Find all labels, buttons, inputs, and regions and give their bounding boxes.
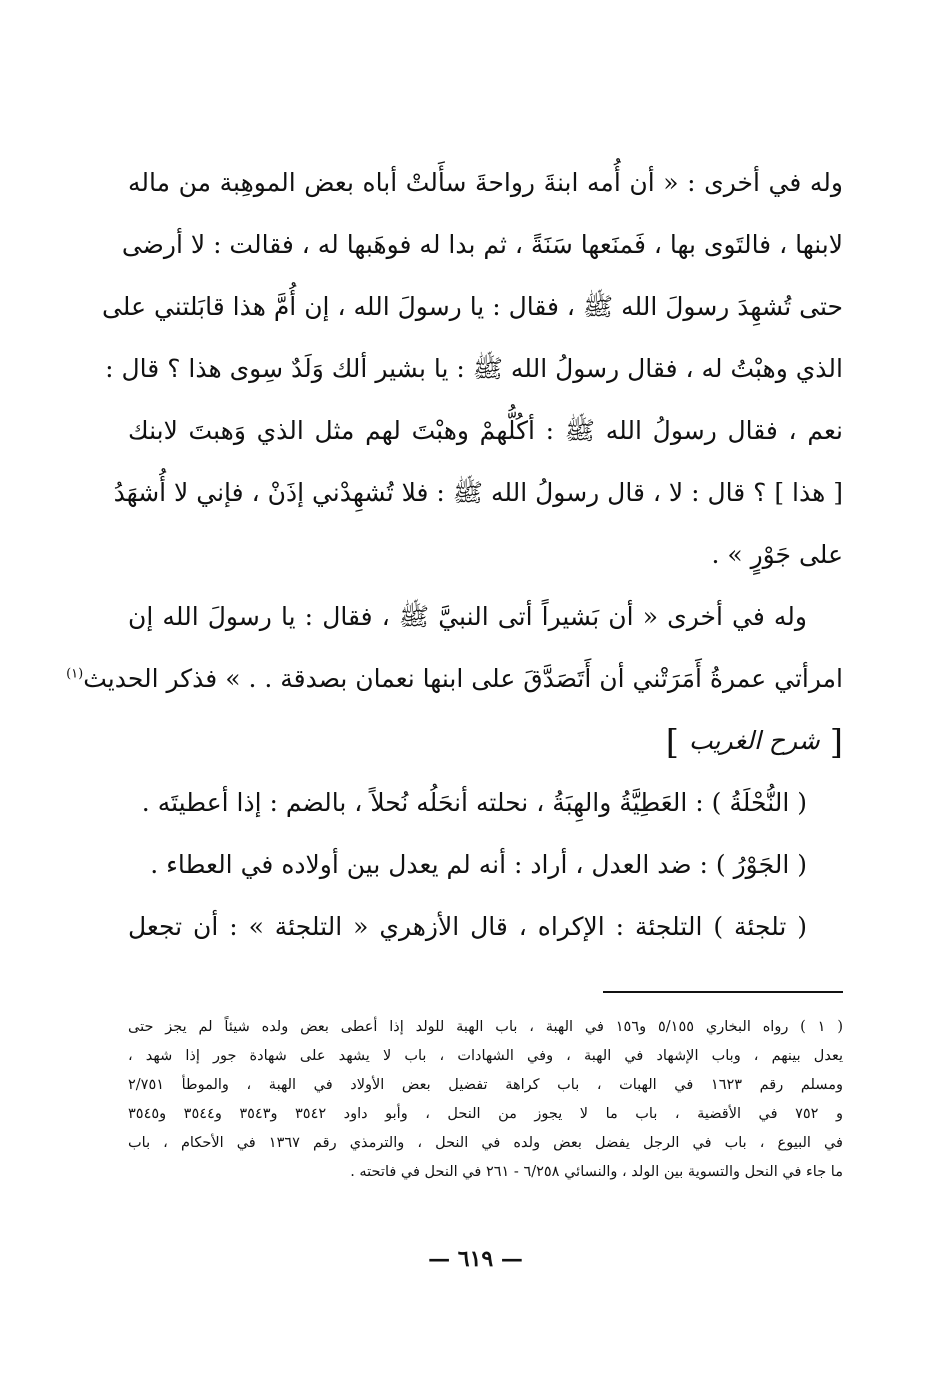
glossary-entry-taljia: ( تلجئة ) التلجئة : الإكراه ، قال الأزهري « التلجئة » : أن تجعل (128, 912, 807, 941)
glossary-entry-nuhla: ( النُّحْلَةُ ) : العَطِيَّةُ والهِبَةُ ، نحلته أنحَلُه نُحلاً ، بالضم : إذا أعطيتَه . (141, 788, 807, 817)
footnote-line-6: ما جاء في النحل والتسوية بين الولد ، والنسائي ٦/٢٥٨ - ٢٦١ في النحل في فاتحته . (350, 1164, 843, 1180)
glossary-heading (128, 710, 843, 772)
footnote-separator (603, 991, 843, 993)
body-line-3: حتى تُشهِدَ رسولَ الله ﷺ ، فقال : يا رسولَ الله ، إن أُمَّ هذا قابَلتني على (101, 292, 843, 321)
body-line-8: وله في أخرى « أن بَشيراً أتى النبيَّ ﷺ ، فقال : يا رسولَ الله إن (128, 602, 807, 631)
body-line-9-text: امرأتي عمرةُ أَمَرَتْني أن أَتَصَدَّقَ على ابنها نعمان بصدقة . . » فذكر الحديث (83, 664, 843, 693)
footnotes-block (128, 1013, 843, 1187)
main-text-block (66, 152, 843, 958)
heading-close-bracket: ] (665, 722, 679, 763)
body-line-5: نعم ، فقال رسولُ الله ﷺ : أكُلُّهمْ وهبْتَ لهم مثل الذي وَهبتَ لابنك (128, 416, 843, 445)
glossary-entry-jawr: ( الجَوْرُ ) : ضد العدل ، أراد : أنه لم يعدل بين أولاده في العطاء . (150, 850, 807, 879)
body-line-1: وله في أخرى : « أن أُمه ابنةَ رواحةَ سأَلتْ أباه بعض الموهِبة من ماله (128, 168, 843, 197)
body-line-2: لابنها ، فالتَوى بها ، فَمنَعها سَنَةً ، ثم بدا له فوهَبها له ، فقالت : لا أرضى (121, 230, 843, 259)
body-line-9 (66, 648, 843, 710)
footnote-line-4: و ٧٥٢ في الأقضية ، باب ما لا يجوز من النحل ، وأبو داود ٣٥٤٢ و٣٥٤٣ و٣٥٤٤ و٣٥٤٥ (128, 1106, 843, 1122)
body-line-7: على جَوْرٍ » . (711, 540, 843, 569)
body-line-4: الذي وهبْتُ له ، فقال رسولُ الله ﷺ : يا بشير ألك وَلَدٌ سِوى هذا ؟ قال : (105, 354, 843, 383)
page-number: — ٦١٩ — (428, 1246, 523, 1272)
footnote-line-1: ( ١ ) رواه البخاري ٥/١٥٥ و١٥٦ في الهبة ، باب الهبة للولد إذا أعطى بعض ولده شيئاً لم يجز حتى (128, 1019, 843, 1035)
heading-open-bracket: [ (829, 722, 843, 763)
footnote-line-3: ومسلم رقم ١٦٢٣ في الهبات ، باب كراهة تفضيل بعض الأولاد في الهبة ، والموطأ ٢/٧٥١ (128, 1077, 843, 1093)
body-line-6: [ هذا ] ؟ قال : لا ، قال رسولُ الله ﷺ : فلا تُشهِدْني إذَنْ ، فإني لا أُشهَدُ (113, 478, 843, 507)
footnote-line-5: في البيوع ، باب في الرجل يفضل بعض ولده في النحل ، والترمذي رقم ١٣٦٧ في الأحكام ، باب (128, 1135, 843, 1151)
footnote-line-2: يعدل بينهم ، وباب الإشهاد في الهبة ، وفي الشهادات ، باب لا يشهد على شهادة جور إذا شهد ، (128, 1048, 843, 1064)
glossary-heading-text: شرح الغريب (688, 726, 820, 755)
footnote-reference[interactable]: (١) (66, 666, 84, 682)
